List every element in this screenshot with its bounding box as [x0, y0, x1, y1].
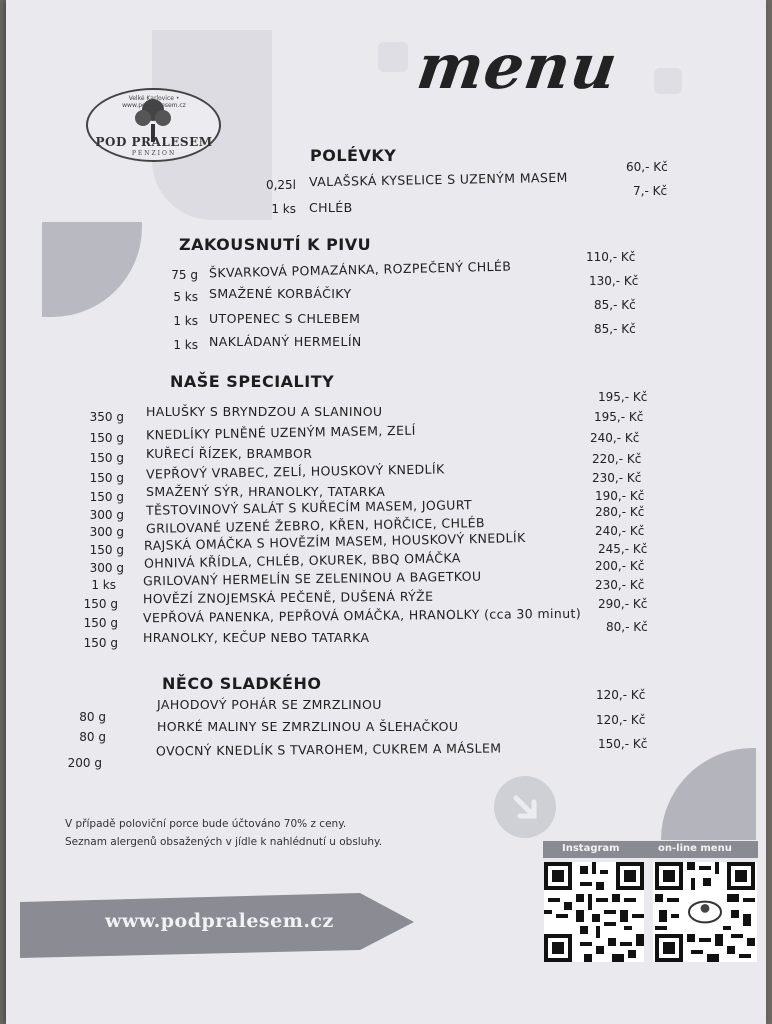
item-price: 220,- Kč	[592, 452, 642, 466]
item-qty: 150 g	[83, 597, 118, 611]
item-price: 120,- Kč	[596, 713, 646, 727]
item-name: ŠKVARKOVÁ POMAZÁNKA, ROZPEČENÝ CHLÉB	[208, 258, 512, 281]
item-price: 150,- Kč	[598, 737, 648, 751]
item-name: KNEDLÍKY PLNĚNÉ UZENÝM MASEM, ZELÍ	[145, 422, 416, 443]
pension-logo: Velké Karlovice • www.podpralesem.cz POD PRALESEM PENZION	[86, 88, 221, 168]
online-menu-qr-code[interactable]	[653, 862, 757, 962]
decor-quarter-circle	[661, 748, 756, 840]
menu-page	[6, 0, 766, 1024]
item-price: 190,- Kč	[595, 489, 645, 503]
arrow-circle-icon	[494, 776, 556, 838]
item-price: 80,- Kč	[606, 620, 648, 634]
item-name: UTOPENEC S CHLEBEM	[209, 311, 361, 326]
item-name: RAJSKÁ OMÁČKA S HOVĚZÍM MASEM, HOUSKOVÝ KNEDLÍK	[143, 530, 526, 553]
item-price: 230,- Kč	[592, 471, 642, 485]
logo-subtitle: PENZION	[131, 150, 177, 157]
item-price: 85,- Kč	[594, 322, 636, 336]
item-qty: 150 g	[89, 471, 124, 485]
item-qty: 150 g	[89, 431, 124, 445]
item-name: CHLÉB	[309, 200, 353, 215]
item-qty: 0,25l	[265, 178, 296, 192]
item-price: 110,- Kč	[586, 250, 636, 264]
item-qty: 150 g	[89, 451, 124, 465]
item-name: VEPŘOVÁ PANENKA, PEPŘOVÁ OMÁČKA, HRANOLKY (cca 30 minut)	[142, 605, 582, 626]
item-price: 85,- Kč	[594, 298, 636, 312]
item-name: VEPŘOVÝ VRABEC, ZELÍ, HOUSKOVÝ KNEDLÍK	[145, 461, 445, 482]
item-price: 60,- Kč	[626, 160, 668, 174]
item-qty: 300 g	[89, 561, 124, 575]
item-qty: 200 g	[67, 756, 102, 770]
item-name: HRANOLKY, KEČUP NEBO TATARKA	[143, 630, 370, 645]
item-name: HORKÉ MALINY SE ZMRZLINOU A ŠLEHAČKOU	[157, 719, 459, 734]
section-heading: NAŠE SPECIALITY	[170, 372, 335, 391]
item-name: OHNIVÁ KŘÍDLA, CHLÉB, OKUREK, BBQ OMÁČKA	[143, 550, 461, 571]
item-qty: 75 g	[171, 268, 198, 282]
item-price: 130,- Kč	[589, 274, 639, 288]
logo-name: POD PRALESEM	[95, 135, 213, 149]
item-qty: 300 g	[89, 508, 124, 522]
item-qty: 5 ks	[173, 290, 198, 304]
item-qty: 1 ks	[91, 578, 116, 592]
item-name: SMAŽENÉ KORBÁČIKY	[209, 286, 352, 301]
item-price: 7,- Kč	[633, 184, 668, 198]
item-qty: 1 ks	[271, 202, 296, 216]
item-name: HOVĚZÍ ZNOJEMSKÁ PEČENĚ, DUŠENÁ RÝŽE	[142, 588, 434, 607]
item-price: 200,- Kč	[595, 559, 645, 573]
half-portion-note: V případě poloviční porce bude účtováno 70% z ceny.	[65, 818, 347, 830]
website-banner	[20, 890, 414, 958]
item-price: 230,- Kč	[595, 578, 645, 592]
item-price: 240,- Kč	[590, 431, 640, 445]
section-heading: NĚCO SLADKÉHO	[162, 674, 322, 693]
page-title: menu	[412, 30, 623, 103]
section-heading: POLÉVKY	[310, 146, 397, 165]
section-heading: ZAKOUSNUTÍ K PIVU	[179, 235, 372, 254]
item-price: 240,- Kč	[595, 524, 645, 538]
decor-square-top	[378, 42, 408, 72]
item-qty: 150 g	[83, 616, 118, 630]
item-qty: 80 g	[79, 710, 106, 724]
item-name: TĚSTOVINOVÝ SALÁT S KUŘECÍM MASEM, JOGURT	[145, 497, 473, 518]
item-name: HALUŠKY S BRYNDZOU A SLANINOU	[146, 404, 383, 419]
item-price: 280,- Kč	[595, 505, 645, 519]
item-qty: 150 g	[89, 543, 124, 557]
decor-square-right	[654, 68, 682, 94]
item-name: SMAŽENÝ SÝR, HRANOLKY, TATARKA	[146, 484, 386, 499]
item-price: 195,- Kč	[598, 390, 648, 404]
item-name: KUŘECÍ ŘÍZEK, BRAMBOR	[146, 446, 313, 461]
item-qty: 300 g	[89, 525, 124, 539]
instagram-qr-code[interactable]	[544, 862, 644, 962]
item-qty: 80 g	[79, 730, 106, 744]
item-name: OVOCNÝ KNEDLÍK S TVAROHEM, CUKREM A MÁSLEM	[155, 740, 502, 759]
item-qty: 1 ks	[173, 338, 198, 352]
item-price: 245,- Kč	[598, 542, 648, 556]
item-price: 290,- Kč	[598, 597, 648, 611]
item-name: JAHODOVÝ POHÁR SE ZMRZLINOU	[157, 697, 382, 712]
item-price: 195,- Kč	[594, 410, 644, 424]
instagram-label: Instagram	[562, 843, 620, 854]
item-qty: 150 g	[83, 636, 118, 650]
item-name: VALAŠSKÁ KYSELICE S UZENÝM MASEM	[308, 169, 568, 190]
item-qty: 150 g	[89, 490, 124, 504]
item-name: GRILOVANÉ UZENÉ ŽEBRO, KŘEN, HOŘČICE, CHLÉB	[145, 515, 486, 536]
item-name: GRILOVANÝ HERMELÍN SE ZELENINOU A BAGETKOU	[142, 568, 482, 589]
allergen-note: Seznam alergenů obsažených v jídle k nahlédnutí u obsluhy.	[65, 836, 383, 848]
online-menu-label: on-line menu	[658, 843, 732, 854]
item-qty: 350 g	[89, 410, 124, 424]
website-link[interactable]: www.podpralesem.cz	[105, 910, 334, 932]
item-price: 120,- Kč	[596, 688, 646, 702]
item-name: NAKLÁDANÝ HERMELÍN	[209, 334, 362, 349]
item-qty: 1 ks	[173, 314, 198, 328]
